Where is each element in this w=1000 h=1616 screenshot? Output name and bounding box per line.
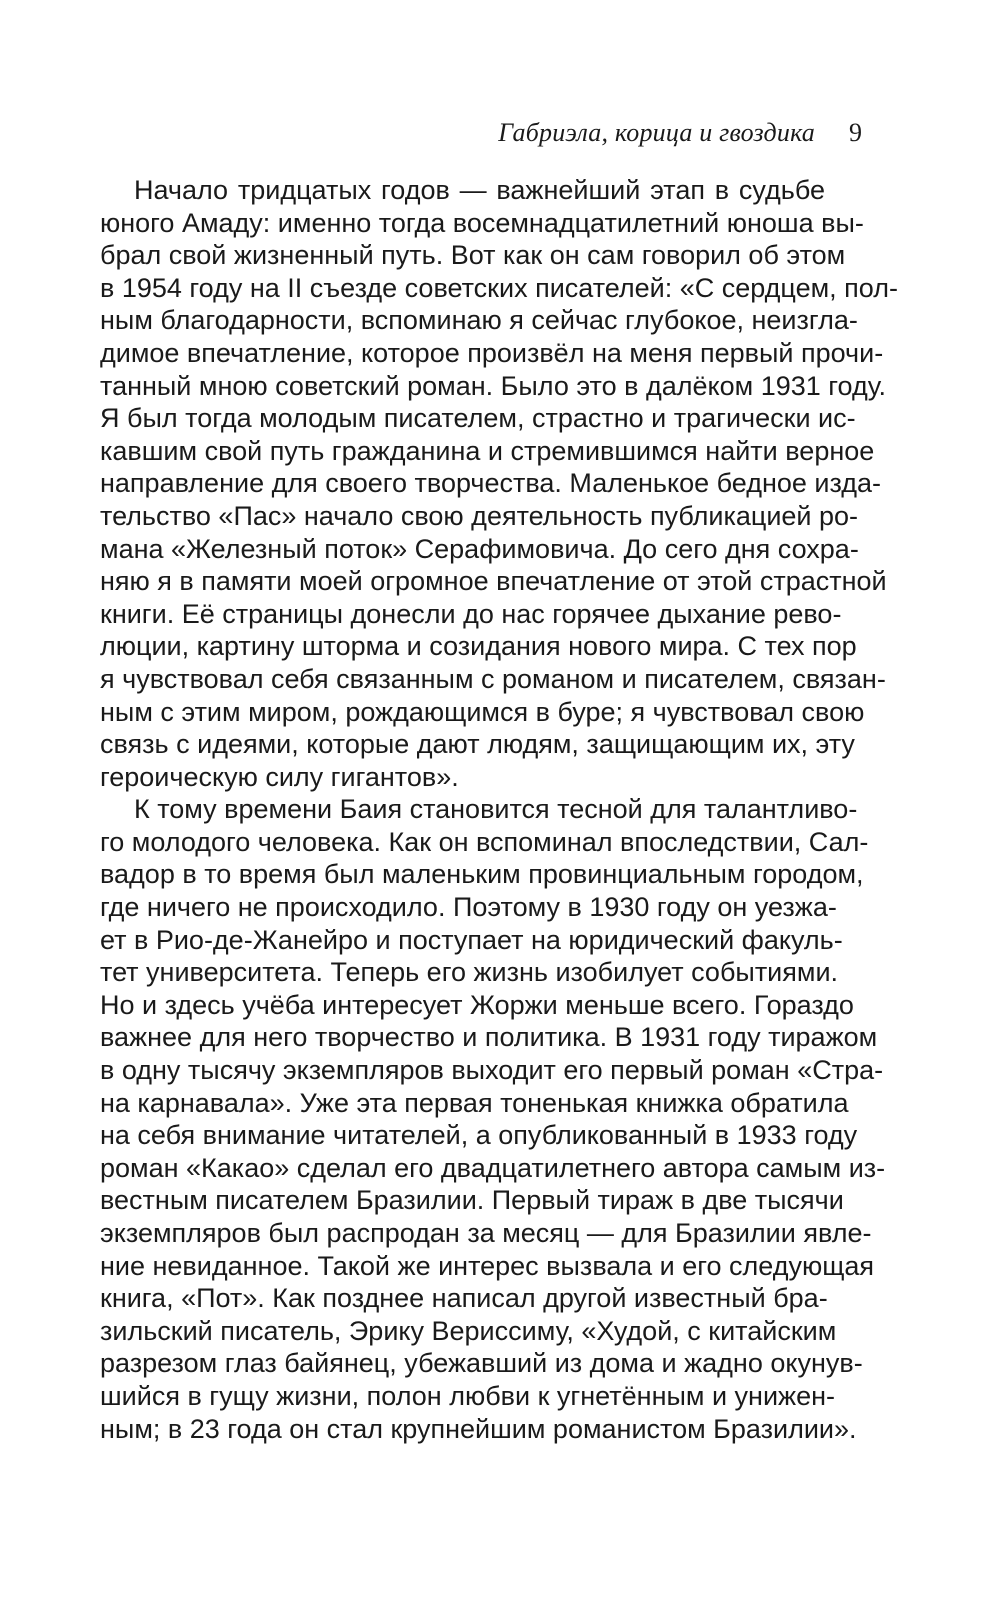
text-line: героическую силу гигантов». <box>100 761 459 792</box>
paragraph-1 <box>100 174 898 793</box>
running-header <box>498 118 862 148</box>
text-line: танный мною советский роман. Было это в далёком 1931 году. <box>100 370 887 401</box>
text-line: люции, картину шторма и созидания нового мира. С тех пор <box>100 631 857 662</box>
text-line: я чувствовал себя связанным с романом и писателем, связан- <box>100 663 886 694</box>
text-line: роман «Какао» сделал его двадцатилетнего автора самым из- <box>100 1152 886 1183</box>
text-line: на карнавала». Уже эта первая тоненькая книжка обратила <box>100 1087 849 1118</box>
text-line: важнее для него творчество и политика. В 1931 году тиражом <box>100 1022 878 1053</box>
text-line: тельство «Пас» начало свою деятельность публикацией ро- <box>100 500 859 531</box>
paragraph-2 <box>100 793 886 1445</box>
text-line: брал свой жизненный путь. Вот как он сам говорил об этом <box>100 240 846 271</box>
text-line: зильский писатель, Эрику Вериссиму, «Худой, с китайским <box>100 1315 837 1346</box>
text-line: на себя внимание читателей, а опубликованный в 1933 году <box>100 1120 858 1151</box>
text-line: книги. Её страницы донесли до нас горячее дыхание рево- <box>100 598 842 629</box>
text-line: ным с этим миром, рождающимся в буре; я чувствовал свою <box>100 696 865 727</box>
text-line: К тому времени Баия становится тесной для талантливо- <box>134 794 858 825</box>
text-line: няю я в памяти моей огромное впечатление от этой страстной <box>100 566 887 597</box>
text-line: го молодого человека. Как он вспоминал впоследствии, Сал- <box>100 826 869 857</box>
text-line: Начало тридцатых годов — важнейший этап в судьбе <box>134 175 825 205</box>
text-line: разрезом глаз байянец, убежавший из дома и жадно окунув- <box>100 1348 863 1379</box>
text-line: шийся в гущу жизни, полон любви к угнетённым и унижен- <box>100 1380 836 1411</box>
text-line: направление для своего творчества. Маленькое бедное изда- <box>100 468 882 499</box>
text-line: в одну тысячу экземпляров выходит его первый роман «Стра- <box>100 1055 884 1086</box>
page-number: 9 <box>849 118 862 147</box>
text-line: юного Амаду: именно тогда восемнадцатилетний юноша вы- <box>100 207 864 238</box>
text-line: Я был тогда молодым писателем, страстно и трагически ис- <box>100 403 856 434</box>
body-text <box>100 174 898 1445</box>
text-line: книга, «Пот». Как позднее написал другой известный бра- <box>100 1283 828 1314</box>
text-line: ние невиданное. Такой же интерес вызвала и его следующая <box>100 1250 875 1281</box>
text-line: димое впечатление, которое произвёл на меня первый прочи- <box>100 337 884 368</box>
text-line: ным благодарности, вспоминаю я сейчас глубокое, неизгла- <box>100 305 858 336</box>
text-line: экземпляров был распродан за месяц — для Бразилии явле- <box>100 1218 872 1248</box>
running-title: Габриэла, корица и гвоздика <box>498 118 815 147</box>
text-line: вестным писателем Бразилии. Первый тираж в две тысячи <box>100 1185 844 1216</box>
text-line: где ничего не происходило. Поэтому в 1930 году он уезжа- <box>100 892 837 923</box>
text-line: связь с идеями, которые дают людям, защищающим их, эту <box>100 729 855 760</box>
text-line: ет в Рио-де-Жанейро и поступает на юридический факуль- <box>100 924 843 955</box>
text-line: мана «Железный поток» Серафимовича. До сего дня сохра- <box>100 533 859 564</box>
text-line: в 1954 году на II съезде советских писателей: «С сердцем, пол- <box>100 272 898 303</box>
text-line: ным; в 23 года он стал крупнейшим романистом Бразилии». <box>100 1413 857 1444</box>
text-line: Но и здесь учёба интересует Жоржи меньше всего. Гораздо <box>100 989 854 1020</box>
text-line: тет университета. Теперь его жизнь изобилует событиями. <box>100 957 839 988</box>
text-line: кавшим свой путь гражданина и стремившимся найти верное <box>100 435 875 466</box>
text-line: вадор в то время был маленьким провинциальным городом, <box>100 859 864 890</box>
